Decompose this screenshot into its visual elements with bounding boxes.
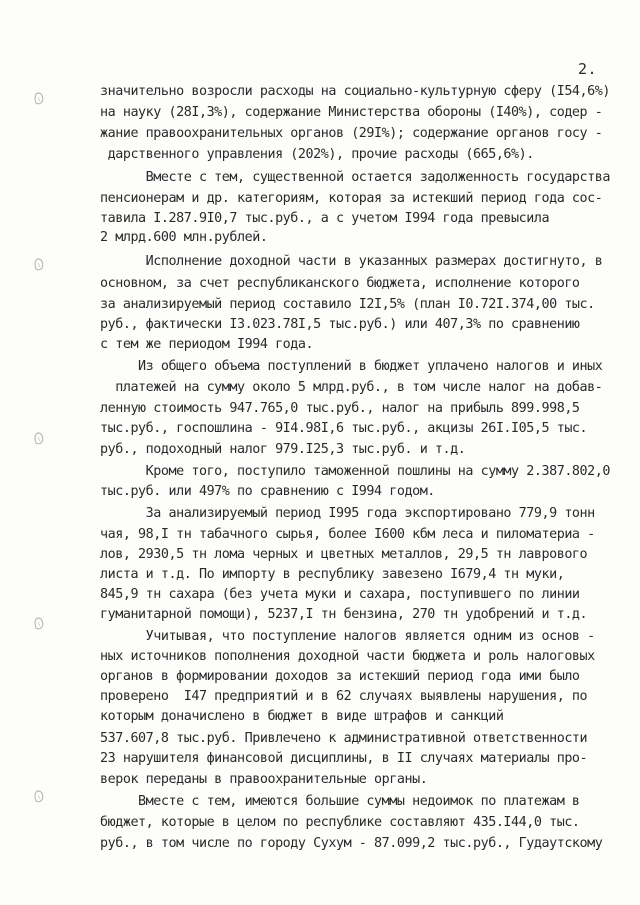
text-line: на науку (28I,3%), содержание Министерства обороны (I40%), содер -	[100, 105, 603, 120]
text-line: За анализируемый период I995 года экспортировано 779,9 тонн	[100, 506, 595, 521]
text-line: бюджет, которые в целом по республике составляют 435.I44,0 тыс.	[100, 815, 580, 830]
text-line: тавила I.287.9I0,7 тыс.руб., а с учетом I994 года превысила	[100, 211, 550, 226]
text-line: верок переданы в правоохранительные органы.	[100, 772, 428, 787]
text-line: платежей на сумму около 5 млрд.руб., в том числе налог на добав-	[100, 380, 603, 395]
text-line: тыс.руб. или 497% по сравнению с I994 годом.	[100, 484, 435, 499]
text-line: Вместе с тем, имеются большие суммы недоимок по платежам в	[100, 794, 580, 809]
text-line: Учитывая, что поступление налогов является одним из основ -	[100, 629, 595, 644]
text-line: листа и т.д. По импорту в республику завезено I679,4 тн муки,	[100, 567, 565, 582]
binder-hole-icon	[33, 92, 45, 106]
text-line: за анализируемый период составило I2I,5% (план I0.72I.374,00 тыс.	[100, 297, 595, 312]
text-line: с тем же периодом I994 года.	[100, 337, 314, 352]
text-line: тыс.руб., госпошлина - 9I4.98I,6 тыс.руб., акцизы 26I.I05,5 тыс.	[100, 421, 588, 436]
text-line: Исполнение доходной части в указанных размерах достигнуто, в	[100, 254, 603, 269]
text-line: Кроме того, поступило таможенной пошлины на сумму 2.387.802,0	[100, 464, 610, 479]
page-number: 2.	[578, 60, 598, 78]
text-line: 2 млрд.600 млн.рублей.	[100, 230, 268, 245]
text-line: ленную стоимость 947.765,0 тыс.руб., налог на прибыль 899.998,5	[100, 401, 580, 416]
text-line: значительно возросли расходы на социально-культурную сферу (I54,6%)	[100, 84, 610, 99]
text-line: основном, за счет республиканского бюджета, исполнение которого	[100, 276, 580, 291]
text-line: 23 нарушителя финансовой дисциплины, в II случаях материалы про-	[100, 751, 588, 766]
text-line: чая, 98,I тн табачного сырья, более I600 кбм леса и пиломатериа -	[100, 527, 595, 542]
binder-hole-icon	[33, 790, 45, 804]
text-line: руб., фактически I3.023.78I,5 тыс.руб.) или 407,3% по сравнению	[100, 317, 580, 332]
text-line: проверено I47 предприятий и в 62 случаях выявлены нарушения, по	[100, 689, 588, 704]
text-line: которым доначислено в бюджет в виде штрафов и санкций	[100, 709, 504, 724]
text-line: руб., подоходный налог 979.I25,3 тыс.руб. и т.д.	[100, 442, 466, 457]
binder-hole-icon	[33, 432, 45, 446]
text-line: лов, 2930,5 тн лома черных и цветных металлов, 29,5 тн лаврового	[100, 547, 588, 562]
text-line: жание правоохранительных органов (29I%); содержание органов госу -	[100, 126, 603, 141]
text-line: гуманитарной помощи), 5237,I тн бензина, 270 тн удобрений и т.д.	[100, 607, 588, 622]
binder-hole-icon	[33, 617, 45, 631]
text-line: ных источников пополнения доходной части бюджета и роль налоговых	[100, 649, 595, 664]
text-line: органов в формировании доходов за истекший период года ими было	[100, 669, 580, 684]
text-line: Вместе с тем, существенной остается задолженность государства	[100, 170, 610, 185]
text-line: руб., в том числе по городу Сухум - 87.099,2 тыс.руб., Гудаутскому	[100, 836, 603, 851]
binder-hole-icon	[33, 258, 45, 272]
text-line: Из общего объема поступлений в бюджет уплачено налогов и иных	[100, 359, 603, 374]
text-line: 845,9 тн сахара (без учета муки и сахара, поступившего по линии	[100, 587, 580, 602]
text-line: дарственного управления (202%), прочие расходы (665,6%).	[100, 147, 534, 162]
text-line: 537.607,8 тыс.руб. Привлечено к административной ответственности	[100, 731, 588, 746]
text-line: пенсионерам и др. категориям, которая за истекший период года сос-	[100, 191, 603, 206]
